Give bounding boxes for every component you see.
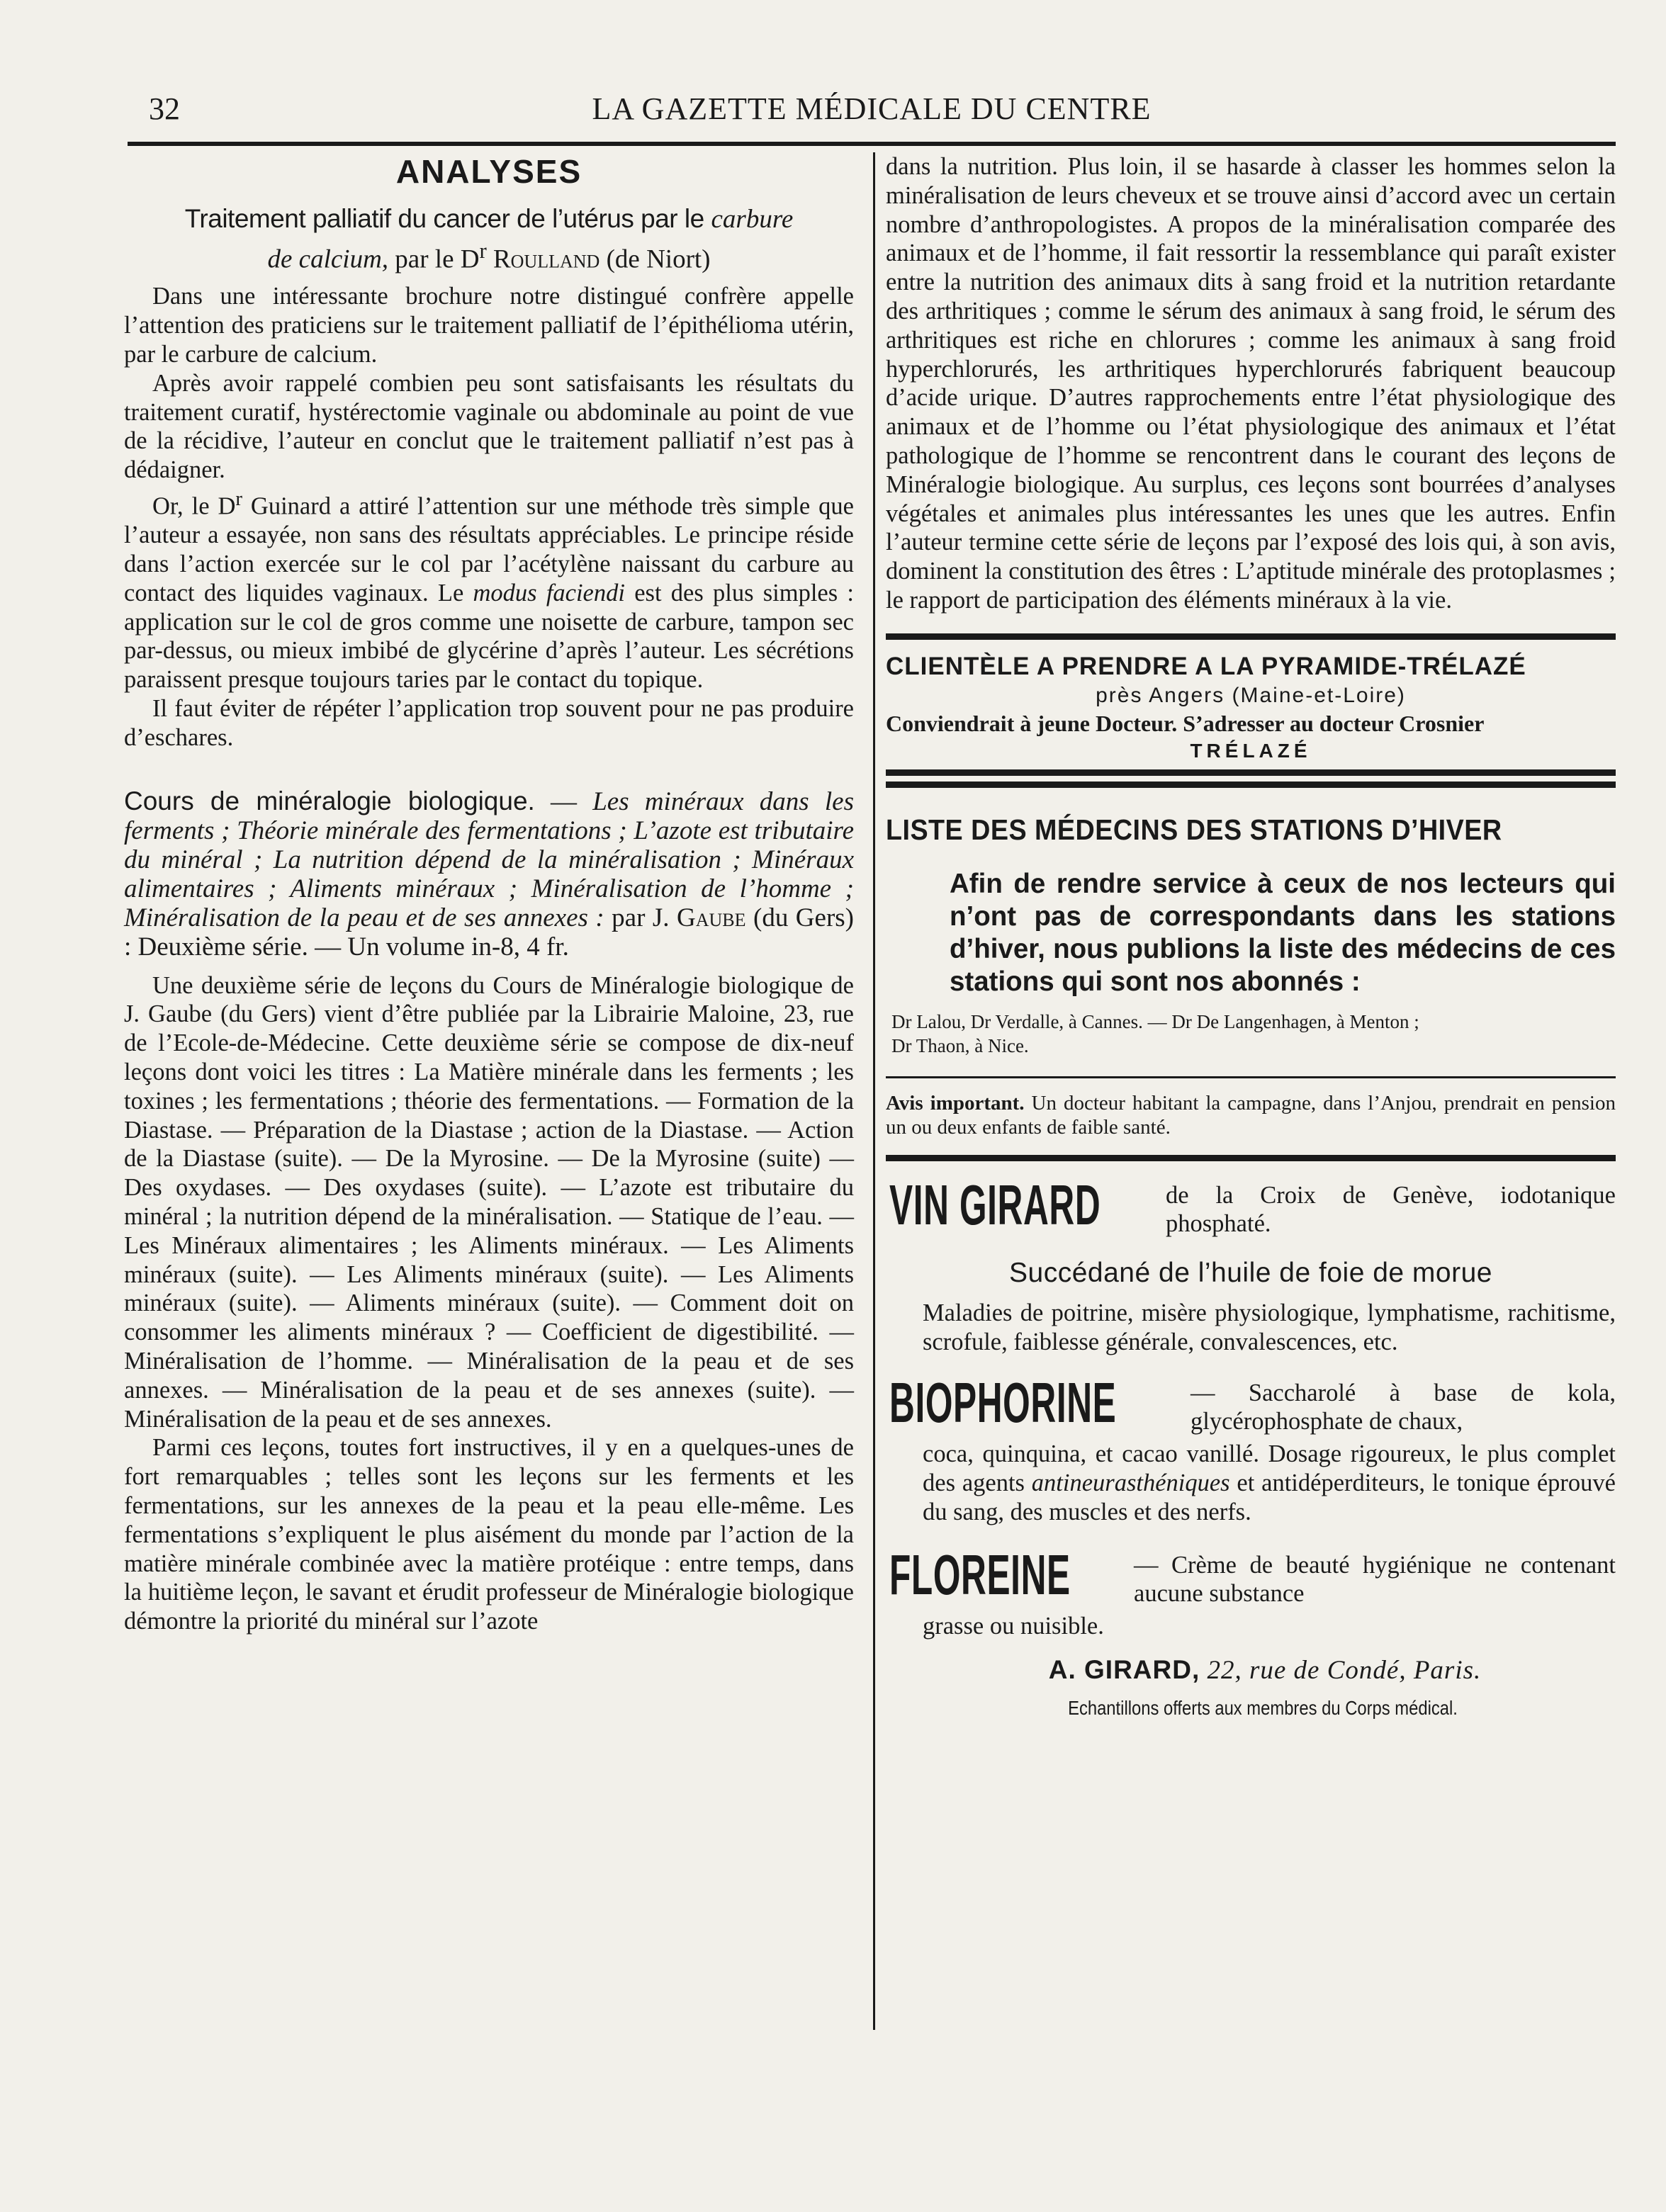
avis-label: Avis important. [886,1091,1025,1115]
doctors-line: Dr Lalou, Dr Verdalle, à Cannes. — Dr De Langenhagen, à Menton ; [891,1010,1419,1032]
floreine-row [886,1542,1616,1612]
title-text: (de Niort) [600,244,711,274]
girard-name: A. GIRARD, [1048,1654,1200,1684]
clientele-notice [886,653,1616,762]
avis-text: Un docteur habitant la campagne, dans l’Anjou, prendrait en pension un ou deux enfants de faible santé. [886,1091,1616,1139]
vin-girard-row [886,1175,1616,1246]
spacer [124,752,854,786]
succedane-line: Succédané de l’huile de foie de morue [1009,1257,1492,1288]
biophorine-row [886,1373,1616,1440]
doctors-list [891,1010,1616,1058]
clientele-location: près Angers (Maine-et-Loire) [1096,683,1406,707]
paragraph: Après avoir rappelé combien peu sont satisfaisants les résultats du traitement curatif, hystérectomie vaginale ou abdominale au point de vue de la récidive, l’auteur en conclut que le traitement palliatif n’est pas à dédaigner. [124,369,854,484]
paragraph [124,485,854,694]
biophorine-desc: — Saccharolé à base de kola, glycérophosphate de chaux, [1191,1379,1616,1435]
clientele-title: CLIENTÈLE A PRENDRE A LA PYRAMIDE-TRÉLAZÉ [886,652,1526,680]
samples-line: Echantillons offerts aux membres du Corps médical. [1068,1696,1458,1719]
vin-girard-brand: VIN GIRARD [889,1173,1101,1236]
title-sup: r [479,239,487,263]
rule [886,781,1616,788]
page-header [128,85,1616,135]
left-column [124,152,854,1636]
rule [886,633,1616,640]
heading-italic: Les minéraux dans les ferments ; Théorie minérale des fermentations ; L’azote est tributaire du minéral ; La nutrition dépend de la minéralisation ; Minéraux alimentaires ; Aliments minéraux ; Minéralisation de l’homme ; Minéralisation de la peau et de ses annexes : [124,786,854,932]
heading-author: Gaube [677,903,746,932]
title-italic: de calcium, [267,244,389,274]
rule [886,769,1616,776]
biophorine-body [886,1440,1616,1526]
paragraph: Dans une intéressante brochure notre distingué confrère appelle l’attention des praticiens sur le traitement palliatif de l’épithélioma utérin, par le carbure de calcium. [124,283,854,368]
floreine-brand: FLOREINE [889,1542,1071,1606]
right-column [886,152,1616,1720]
page-number: 32 [149,91,180,126]
heading-text: (du Gers) : Deuxième série. — Un volume in-8, 4 fr. [124,903,854,961]
journal-title: LA GAZETTE MÉDICALE DU CENTRE [592,91,1152,126]
heading-text: Cours de minéralogie biologique. [124,786,535,816]
italic-text: antineurasthéniques [1031,1469,1230,1497]
girard-street: 22, rue de Condé, Paris. [1200,1655,1482,1685]
header-rule [128,142,1616,146]
text: coca, quinquina, et cacao vanillé. Dosage rigoureux, le plus complet des agents [923,1440,1616,1497]
text: et antidéperditeurs, le tonique éprouvé du sang, des muscles et des nerfs. [923,1469,1616,1525]
text: est des plus simples : application sur le col de gros comme une noisette de carbure, tampon sec par-dessus, ou mieux imbibé de glycérine d’après l’auteur. Les sécrétions paraissent presque toujours taries par le contact du topique. [124,579,854,694]
title-text: par le D [388,244,480,274]
biophorine-brand: BIOPHORINE [889,1371,1117,1435]
italic-text: modus faciendi [473,579,625,606]
paragraph: dans la nutrition. Plus loin, il se hasarde à classer les hommes selon la minéralisation de leurs cheveux et se trouve ainsi d’accord avec un certain nombre d’anthropologistes. A propos de la minéralisation comparée des animaux et de l’homme, il fait ressortir la ressemblance qui paraît exister entre la nutrition des animaux dits à sang froid et la nutrition retardante des arthritiques ; comme le sérum des animaux à sang froid, le sérum des arthritiques est riche en chlorures ; comme les animaux à sang froid hyperchlorurés, les arthritiques hyperchlorurés fabriquent beaucoup d’acide urique. D’autres rapprochements entre l’état physiologique des animaux et de l’homme ou l’état physiologique des animaux et l’état pathologique de l’homme se rencontrent dans le courant des leçons de Minéralogie biologique. Au surplus, ces leçons sont bourrées d’analyses végétales et animales plus intéressantes les unes que les autres. Enfin l’auteur termine cette série de leçons par l’exposé des lois qui, à son avis, dominent la constitution des êtres : L’aptitude minérale des protoplasmes ; le rapport de participation des éléments minéraux à la vie. [886,153,1616,614]
paragraph: Parmi ces leçons, toutes fort instructives, il y en a quelques-unes de fort remarquables ; telles sont les leçons sur les ferments et les fermentations, sur les annexes de la peau et la peau elle-même. Les fermentations s’expliquent le plus aisément du monde par l’action de la matière minérale combinée avec la matière protéique : entre temps, dans la huitième leçon, le savant et érudit professeur de Minéralogie biologique démontre la priorité du minéral sur l’azote [124,1434,854,1635]
paragraph: Une deuxième série de leçons du Cours de Minéralogie biologique de J. Gaube (du Gers) vient d’être publiée par la Librairie Maloine, 23, rue de l’Ecole-de-Médecine. Cette deuxième série se compose de dix-neuf leçons dont voici les titres : La Matière minérale dans les ferments ; les toxines ; les fermentations ; théorie des fermentations. — Formation de la Diastase. — Préparation de la Diastase ; action de la Diastase. — Action de la Diastase (suite). — De la Myrosine. — De la Myrosine (suite) — Des oxydases. — Des oxydases (suite). — L’azote est tributaire du minéral ; la nutrition dépend de la minéralisation. — Statique de l’eau. — Les Minéraux alimentaires ; les Aliments minéraux. — Les Aliments minéraux (suite). — Les Aliments minéraux (suite). — Les Aliments minéraux (suite). — Aliments minéraux (suite). — Comment doit on consommer les aliments minéraux ? — Coefficient de digestibilité. — Minéralisation de l’homme. — Minéralisation de la peau et de ses annexes. — Minéralisation de la peau et de ses annexes (suite). — Minéralisation de la peau et de ses annexes. [124,971,854,1433]
girard-advertisement [886,1175,1616,1720]
article-heading [124,786,854,961]
doctors-line: Dr Thaon, à Nice. [891,1034,1029,1056]
heading-text: par J. [604,903,677,932]
liste-title: LISTE DES MÉDECINS DES STATIONS D’HIVER [886,813,1502,846]
clientele-contact: Conviendrait à jeune Docteur. S’adresser au docteur Crosnier [886,710,1485,736]
clientele-place: TRÉLAZÉ [1190,739,1312,762]
title-author: Roulland [486,244,600,274]
section-title: ANALYSES [395,153,582,190]
text: Guinard a attiré l’attention sur une méthode très simple que l’auteur a essayée, non sans des résultats appréciables. Le principe réside dans l’action exercée sur le col par l’acétylène naissant du carbure au contact des liquides vaginaux. Le [124,492,854,606]
article-title [124,203,854,275]
avis-notice [886,1091,1616,1139]
paragraph: Il faut éviter de répéter l’application trop souvent pour ne pas produire d’eschares. [124,694,854,751]
rule [886,1155,1616,1161]
spacer [886,615,1616,633]
liste-body: Afin de rendre service à ceux de nos lecteurs qui n’ont pas de correspondants dans les stations d’hiver, nous publions la liste des médecins de ces stations qui sont nos abonnés : [950,868,1616,997]
title-italic: carbure [711,205,794,234]
girard-address [886,1655,1616,1686]
vin-girard-desc: de la Croix de Genève, iodotanique phosphaté. [1166,1181,1616,1237]
heading-dash: — [534,786,593,816]
floreine-desc: — Crème de beauté hygiénique ne contenant aucune substance [1134,1551,1616,1607]
spacer [886,776,1616,781]
column-divider [873,152,875,2030]
text: Or, le D [152,492,236,520]
vin-girard-body: Maladies de poitrine, misère physiologique, lymphatisme, rachitisme, scrofule, faiblesse générale, convalescences, etc. [923,1299,1616,1355]
floreine-body: grasse ou nuisible. [923,1612,1104,1640]
sup: r [235,487,242,510]
title-text: Traitement palliatif du cancer de l’utérus par le [184,204,711,233]
rule [886,1076,1616,1078]
